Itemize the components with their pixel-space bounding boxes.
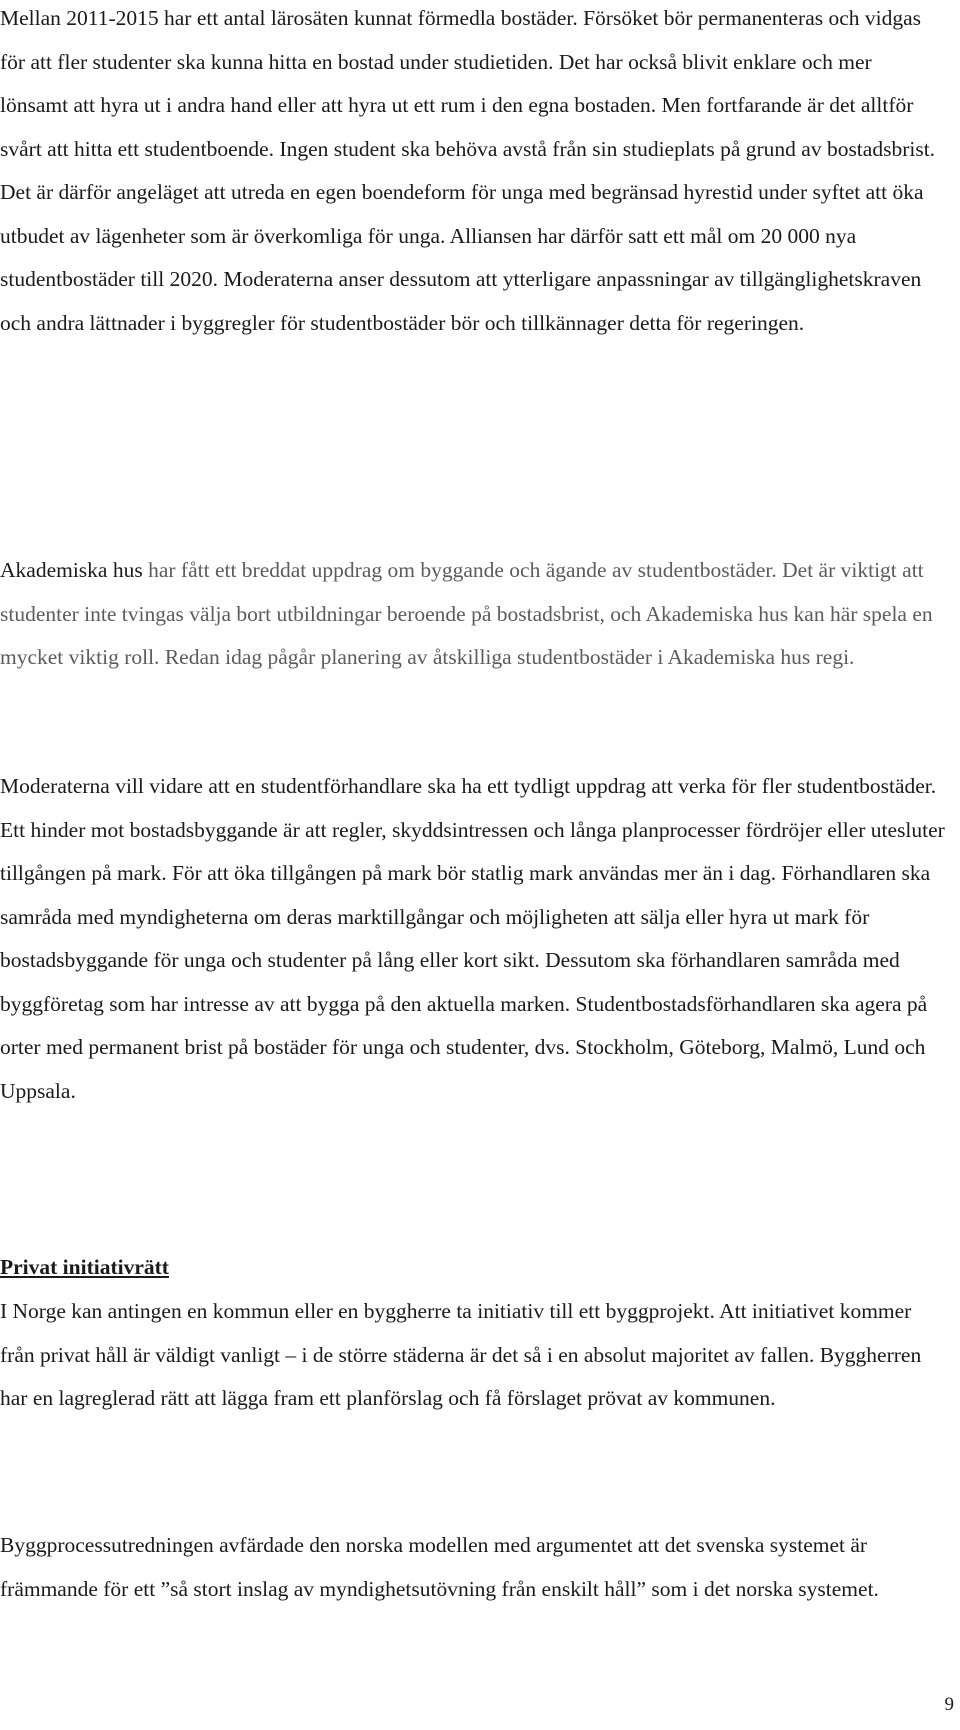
paragraph-norway-initiative: I Norge kan antingen en kommun eller en byggherre ta initiativ till ett byggprojekt. Att initiativet kommer från privat håll är väldigt vanligt – i de större städerna är det så i en absolut majoritet av fallen. Byggherren har en lagreglerad rätt att lägga fram ett planförslag och få förslaget prövat av kommunen.	[0, 1299, 922, 1410]
page-number: 9	[944, 1694, 954, 1715]
paragraph-student-negotiator: Moderaterna vill vidare att en studentförhandlare ska ha ett tydligt uppdrag att verka för fler studentbostäder. Ett hinder mot bostadsbyggande är att regler, skyddsintressen och långa planprocesser fördröjer eller utesluter tillgången på mark. För att öka tillgången på mark bör statlig mark användas mer än i dag. Förhandlaren ska samråda med myndigheterna om deras marktillgångar och möjligheten att sälja eller hyra ut mark för bostadsbyggande för unga och studenter på lång eller kort sikt. Dessutom ska förhandlaren samråda med byggföretag som har intresse av att bygga på den aktuella marken. Studentbostadsförhandlaren ska agera på orter med permanent brist på bostäder för unga och studenter, dvs. Stockholm, Göteborg, Malmö, Lund och Uppsala.	[0, 774, 945, 1103]
section-heading: Privat initiativrätt	[0, 1255, 169, 1279]
paragraph-byggprocessutredningen: Byggprocessutredningen avfärdade den norska modellen med argumentet att det svenska systemet är främmande för ett ”så stort inslag av myndighetsutövning från enskilt håll” som i det norska systemet.	[0, 1533, 879, 1601]
paragraph-text-part-b: Det är viktigt att studenter inte tvingas välja bort utbildningar beroende på bostadsbrist, och Akademiska hus kan här spela en mycket viktig roll.	[0, 558, 933, 669]
paragraph-student-housing: Mellan 2011-2015 har ett antal lärosäten kunnat förmedla bostäder. Försöket bör permanenteras och vidgas för att fler studenter ska kunna hitta en bostad under studietiden. Det har också blivit enklare och mer lönsamt att hyra ut i andra hand eller att hyra ut ett rum i den egna bostaden. Men fortfarande är det alltför svårt att hitta ett studentboende. Ingen student ska behöva avstå från sin studieplats på grund av bostadsbrist. Det är därför angeläget att utreda en egen boendeform för unga med begränsad hyrestid under syftet att öka utbudet av lägenheter som är överkomliga för unga. Alliansen har därför satt ett mål om 20 000 nya studentbostäder till 2020. Moderaterna anser dessutom att ytterligare anpassningar av tillgänglighetskraven och andra lättnader i byggregler för studentbostäder bör och tillkännager detta för regeringen.	[0, 6, 936, 335]
paragraph-lead-text: Akademiska hus	[0, 558, 143, 582]
paragraph-text-part-c: Redan idag pågår planering av åtskilliga studentbostäder i Akademiska hus regi.	[159, 645, 855, 669]
paragraph-text-part-a: har fått ett breddat uppdrag om byggande och ägande av studentbostäder.	[142, 558, 777, 582]
paragraph-akademiska-hus	[0, 549, 945, 680]
